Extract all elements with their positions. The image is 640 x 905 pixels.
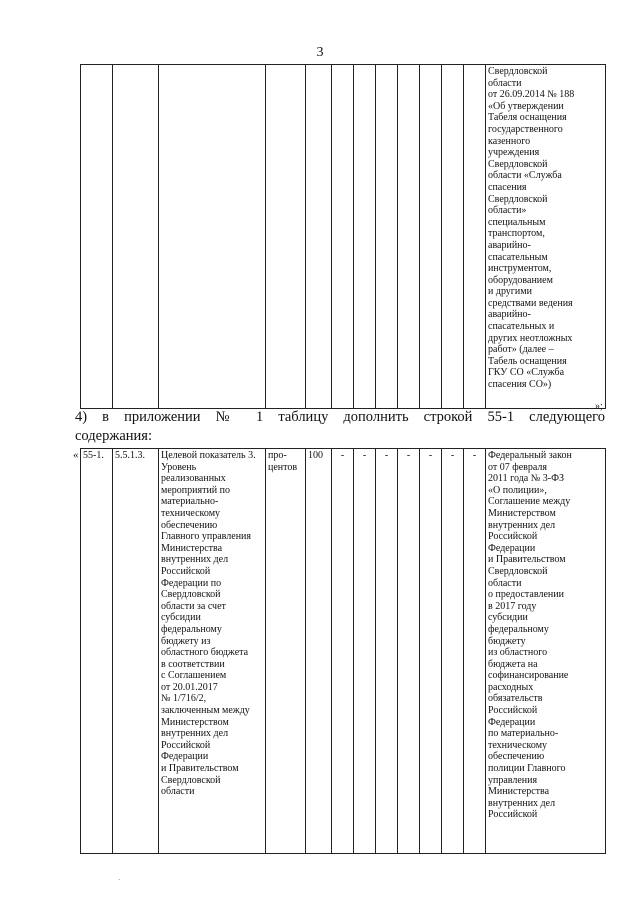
- cell-year: [398, 65, 420, 409]
- cell-dash: -: [332, 449, 354, 854]
- table-row: [81, 449, 606, 854]
- cell-year: [332, 65, 354, 409]
- opening-quote: «: [73, 449, 79, 461]
- closing-quote: »;: [595, 401, 603, 412]
- cell-dash: -: [442, 449, 464, 854]
- cell-legal-basis: Свердловской области от 26.09.2014 № 188 «Об утверждении Табеля оснащения государственного казенного учреждения Свердловской области «Служба спасения Свердловской области» специальным транспортом, аварийно- спасательным инструментом, оборудованием и другими средствами ведения аварийно- спасательных и других неотложных работ» (далее – Табель оснащения ГКУ СО «Служба спасения СО»): [486, 65, 606, 409]
- cell-year: [464, 65, 486, 409]
- cell-num: [81, 65, 113, 409]
- cell-code: 5.5.1.3.: [113, 449, 159, 854]
- cell-year: [442, 65, 464, 409]
- amendment-text-line2: содержания:: [75, 428, 153, 444]
- cell-dash: -: [354, 449, 376, 854]
- table-new-row: [80, 448, 606, 854]
- cell-year: [354, 65, 376, 409]
- table-continuation: [80, 64, 606, 409]
- cell-dash: -: [376, 449, 398, 854]
- cell-year: [376, 65, 398, 409]
- cell-legal-basis: Федеральный закон от 07 февраля 2011 года № 3-ФЗ «О полиции», Соглашение между Министерством внутренних дел Российской Федерации и Правительством Свердловской области о предоставлении в 2017 году субсидии федеральному бюджету из областного бюджета на софинансирование расходных обязательств Российской Федерации по материально- техническому обеспечению полиции Главного управления Министерства внутренних дел Российской: [486, 449, 606, 854]
- cell-dash: -: [398, 449, 420, 854]
- amendment-text-line1: 4) в приложении № 1 таблицу дополнить строкой 55-1 следующего: [75, 409, 605, 425]
- cell-dash: -: [464, 449, 486, 854]
- cell-dash: -: [420, 449, 442, 854]
- cell-unit: про- центов: [266, 449, 306, 854]
- cell-code: [113, 65, 159, 409]
- cell-num: 55-1.: [81, 449, 113, 854]
- cell-value: 100: [306, 449, 332, 854]
- cell-unit: [266, 65, 306, 409]
- table-row: [81, 65, 606, 409]
- cell-value: [306, 65, 332, 409]
- scan-mark: ·: [118, 876, 121, 884]
- page-number: 3: [316, 45, 324, 60]
- cell-indicator: Целевой показатель 3. Уровень реализованных мероприятий по материально- техническому обеспечению Главного управления Министерства внутренних дел Российской Федерации по Свердловской области за счет субсидии федеральному бюджету из областного бюджета в соответствии с Соглашением от 20.01.2017 № 1/716/2, заключенным между Министерством внутренних дел Российской Федерации и Правительством Свердловской области: [159, 449, 266, 854]
- cell-year: [420, 65, 442, 409]
- cell-indicator: [159, 65, 266, 409]
